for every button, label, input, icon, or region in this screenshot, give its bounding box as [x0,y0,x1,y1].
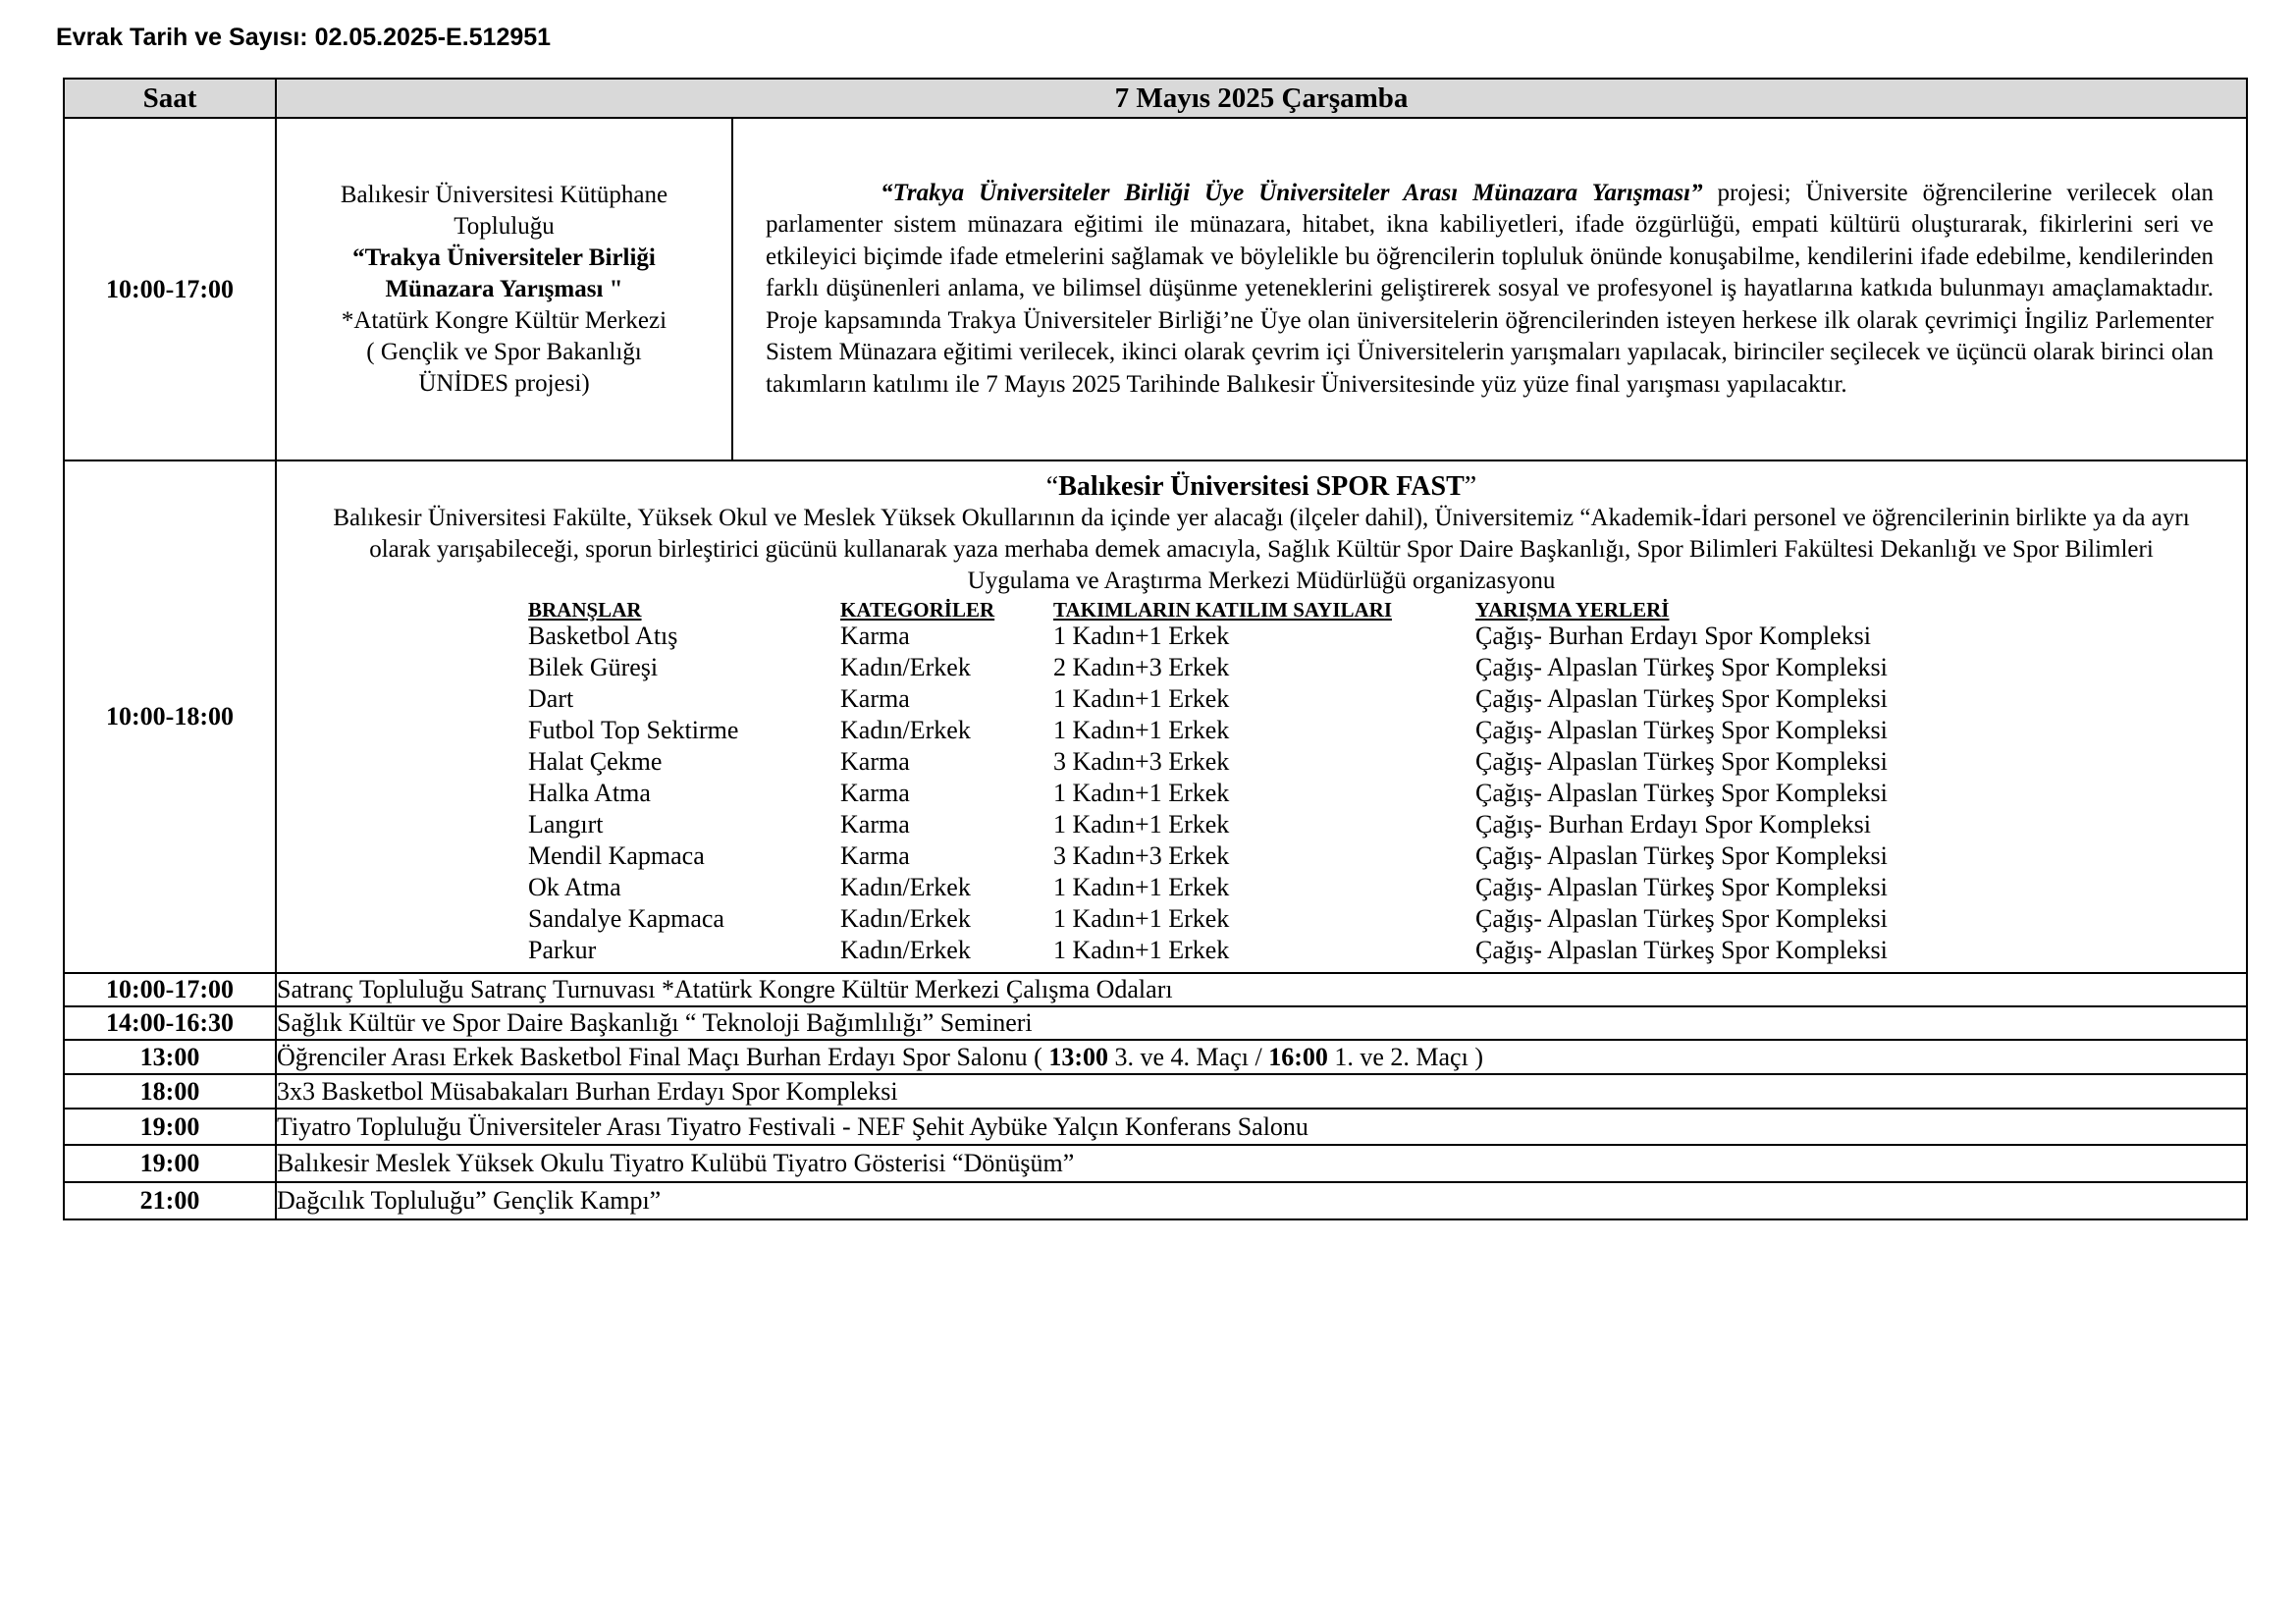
team-count: 1 Kadın+1 Erkek [1053,935,1230,964]
time-column-header: Saat [64,79,276,118]
venue: Çağış- Alpaslan Türkeş Spor Kompleksi [1475,903,1888,933]
sports-table-row [528,903,1966,935]
event-row [64,1182,2247,1219]
sports-table-row [528,778,1966,809]
category: Karma [840,809,910,839]
team-count: 3 Kadın+3 Erkek [1053,840,1230,870]
venue: Çağış- Alpaslan Türkeş Spor Kompleksi [1475,652,1888,681]
branch-name: Halat Çekme [528,746,663,776]
event-row [64,973,2247,1006]
sports-table-row [528,621,1966,652]
team-count: 1 Kadın+1 Erkek [1053,778,1230,807]
branch-name: Langırt [528,809,604,839]
category: Kadın/Erkek [840,903,971,933]
event-description [276,1040,2247,1074]
branch-column-header: BRANŞLAR [528,597,642,622]
category: Karma [840,621,910,650]
event-time: 10:00-17:00 [64,118,276,460]
venue-column-header: YARIŞMA YERLERİ [1475,597,1670,622]
event-description: Satranç Topluluğu Satranç Turnuvası *Atatürk Kongre Kültür Merkezi Çalışma Odaları [276,973,2247,1006]
branch-name: Dart [528,683,574,713]
team-count: 1 Kadın+1 Erkek [1053,903,1230,933]
quote-open: “ [1045,470,1059,502]
debate-description [733,168,2246,411]
branch-name: Mendil Kapmaca [528,840,705,870]
sports-table-row [528,746,1966,778]
branch-name: Sandalye Kapmaca [528,903,724,933]
category-column-header: KATEGORİLER [840,597,995,622]
event-row-debate [64,118,2247,460]
match-time: 13:00 [1048,1042,1108,1071]
debate-organizer [277,180,731,400]
event-row [64,1074,2247,1109]
category: Karma [840,840,910,870]
debate-organizer-cell [276,118,732,460]
quote-close: ” [1464,470,1477,502]
date-column-header: 7 Mayıs 2025 Çarşamba [276,79,2247,118]
team-count: 1 Kadın+1 Erkek [1053,683,1230,713]
event-row-sport-fast [64,460,2247,973]
category: Karma [840,746,910,776]
project-line: ÜNİDES projesi) [418,369,590,397]
event-time: 21:00 [64,1182,276,1219]
event-time: 19:00 [64,1145,276,1182]
venue: Çağış- Alpaslan Türkeş Spor Kompleksi [1475,778,1888,807]
category: Karma [840,778,910,807]
event-description: 3x3 Basketbol Müsabakaları Burhan Erdayı Spor Kompleksi [276,1074,2247,1109]
match-time: 16:00 [1268,1042,1328,1071]
venue: Çağış- Alpaslan Türkeş Spor Kompleksi [1475,872,1888,901]
category: Kadın/Erkek [840,872,971,901]
event-time: 13:00 [64,1040,276,1074]
team-count: 1 Kadın+1 Erkek [1053,809,1230,839]
event-text: 3. ve 4. Maçı / [1108,1042,1269,1071]
venue: Çağış- Alpaslan Türkeş Spor Kompleksi [1475,683,1888,713]
description-lead: “Trakya Üniversiteler Birliği Üye Üniversiteler Arası Münazara Yarışması” [881,179,1703,206]
venue: Çağış- Alpaslan Türkeş Spor Kompleksi [1475,840,1888,870]
branch-name: Halka Atma [528,778,651,807]
team-count: 1 Kadın+1 Erkek [1053,872,1230,901]
venue: Çağış- Burhan Erdayı Spor Kompleksi [1475,809,1871,839]
sports-table-header [528,599,1966,621]
event-time: 10:00-17:00 [64,973,276,1006]
event-row [64,1040,2247,1074]
team-count: 3 Kadın+3 Erkek [1053,746,1230,776]
event-time: 19:00 [64,1109,276,1145]
branch-name: Basketbol Atış [528,621,678,650]
event-row [64,1145,2247,1182]
team-count-column-header: TAKIMLARIN KATILIM SAYILARI [1053,597,1393,622]
venue: Çağış- Alpaslan Türkeş Spor Kompleksi [1475,746,1888,776]
team-count: 1 Kadın+1 Erkek [1053,621,1230,650]
event-description: Tiyatro Topluluğu Üniversiteler Arası Tiyatro Festivali - NEF Şehit Aybüke Yalçın Konferans Salonu [276,1109,2247,1145]
category: Kadın/Erkek [840,935,971,964]
event-text: Öğrenciler Arası Erkek Basketbol Final Maçı Burhan Erdayı Spor Salonu ( [277,1042,1049,1071]
event-title-line: Münazara Yarışması " [385,275,623,302]
venue: Çağış- Burhan Erdayı Spor Kompleksi [1475,621,1871,650]
event-venue: *Atatürk Kongre Kültür Merkezi [341,306,667,334]
sport-fast-title [277,470,2246,503]
team-count: 1 Kadın+1 Erkek [1053,715,1230,744]
category: Karma [840,683,910,713]
sport-fast-title-text: Balıkesir Üniversitesi SPOR FAST [1058,470,1465,502]
event-title-line: “Trakya Üniversiteler Birliği [352,244,656,271]
schedule-table [63,78,2248,1220]
event-time: 10:00-18:00 [64,460,276,973]
branch-name: Ok Atma [528,872,621,901]
sports-table-row [528,683,1966,715]
sports-table-row [528,840,1966,872]
event-row [64,1006,2247,1040]
category: Kadın/Erkek [840,652,971,681]
sports-table-row [528,872,1966,903]
event-description: Dağcılık Topluluğu” Gençlik Kampı” [276,1182,2247,1219]
category: Kadın/Erkek [840,715,971,744]
description-body: projesi; Üniversite öğrencilerine verilecek olan parlamenter sistem münazara eğitimi ile münazara, hitabet, ikna kabiliyetleri, ifade özgürlüğü, empati kültürü oluşturarak, fikirlerini seri ve etkileyici biçimde ifade etmelerini sağlamak ve böylelikle bu öğrencilerin topluluk önünde konuşabilme, kendilerini ifade edebilme, kendilerinden farklı düşünenleri anlama, ve bilimsel düşünme yeteneklerini geliştirerek sosyal ve profesyonel iş hayatlarına katkıda bulunmayı amaçlamaktadır. Proje kapsamında Trakya Üniversiteler Birliği’ne Üye olan üniversitelerin öğrencilerinden isteyen herkese ilk olarak çevrimiçi İngiliz Parlementer Sistem Münazara eğitimi verilecek, ikinci olarak çevrim içi Üniversitelerin yarışmaları yapılacak, birinciler seçilecek ve üçüncü olarak birinci olan takımların katılımı ile 7 Mayıs 2025 Tarihinde Balıkesir Üniversitesinde yüz yüze final yarışması yapılacaktır. [766,179,2215,398]
org-line: Balıkesir Üniversitesi Kütüphane [340,181,668,208]
sports-branch-table [528,599,1966,966]
sport-fast-cell [276,460,2247,973]
team-count: 2 Kadın+3 Erkek [1053,652,1230,681]
event-time: 18:00 [64,1074,276,1109]
project-line: ( Gençlik ve Spor Bakanlığı [366,338,642,365]
event-row [64,1109,2247,1145]
sports-table-row [528,809,1966,840]
branch-name: Futbol Top Sektirme [528,715,739,744]
event-description: Sağlık Kültür ve Spor Daire Başkanlığı “ Teknoloji Bağımlılığı” Semineri [276,1006,2247,1040]
branch-name: Parkur [528,935,597,964]
event-time: 14:00-16:30 [64,1006,276,1040]
venue: Çağış- Alpaslan Türkeş Spor Kompleksi [1475,715,1888,744]
sports-table-row [528,935,1966,966]
event-text: 1. ve 2. Maçı ) [1327,1042,1483,1071]
debate-description-cell [732,118,2247,460]
document-reference: Evrak Tarih ve Sayısı: 02.05.2025-E.512951 [56,24,552,51]
org-line: Topluluğu [454,212,555,240]
sport-fast-intro: Balıkesir Üniversitesi Fakülte, Yüksek Okul ve Meslek Yüksek Okullarının da içinde yer alacağı (ilçeler dahil), Üniversitemiz “Akademik-İdari personel ve öğrencilerinin birlikte ya da ayrı olarak yarışabileceği, sporun birleştirici gücünü kullanarak yaza merhaba demek amacıyla, Sağlık Kültür Spor Daire Başkanlığı, Spor Bilimleri Fakültesi Dekanlığı ve Spor Bilimleri Uygulama ve Araştırma Merkezi Müdürlüğü organizasyonu [333,504,2190,594]
event-description: Balıkesir Meslek Yüksek Okulu Tiyatro Kulübü Tiyatro Gösterisi “Dönüşüm” [276,1145,2247,1182]
sports-table-row [528,715,1966,746]
venue: Çağış- Alpaslan Türkeş Spor Kompleksi [1475,935,1888,964]
branch-name: Bilek Güreşi [528,652,659,681]
header-row [64,79,2247,118]
sports-table-row [528,652,1966,683]
